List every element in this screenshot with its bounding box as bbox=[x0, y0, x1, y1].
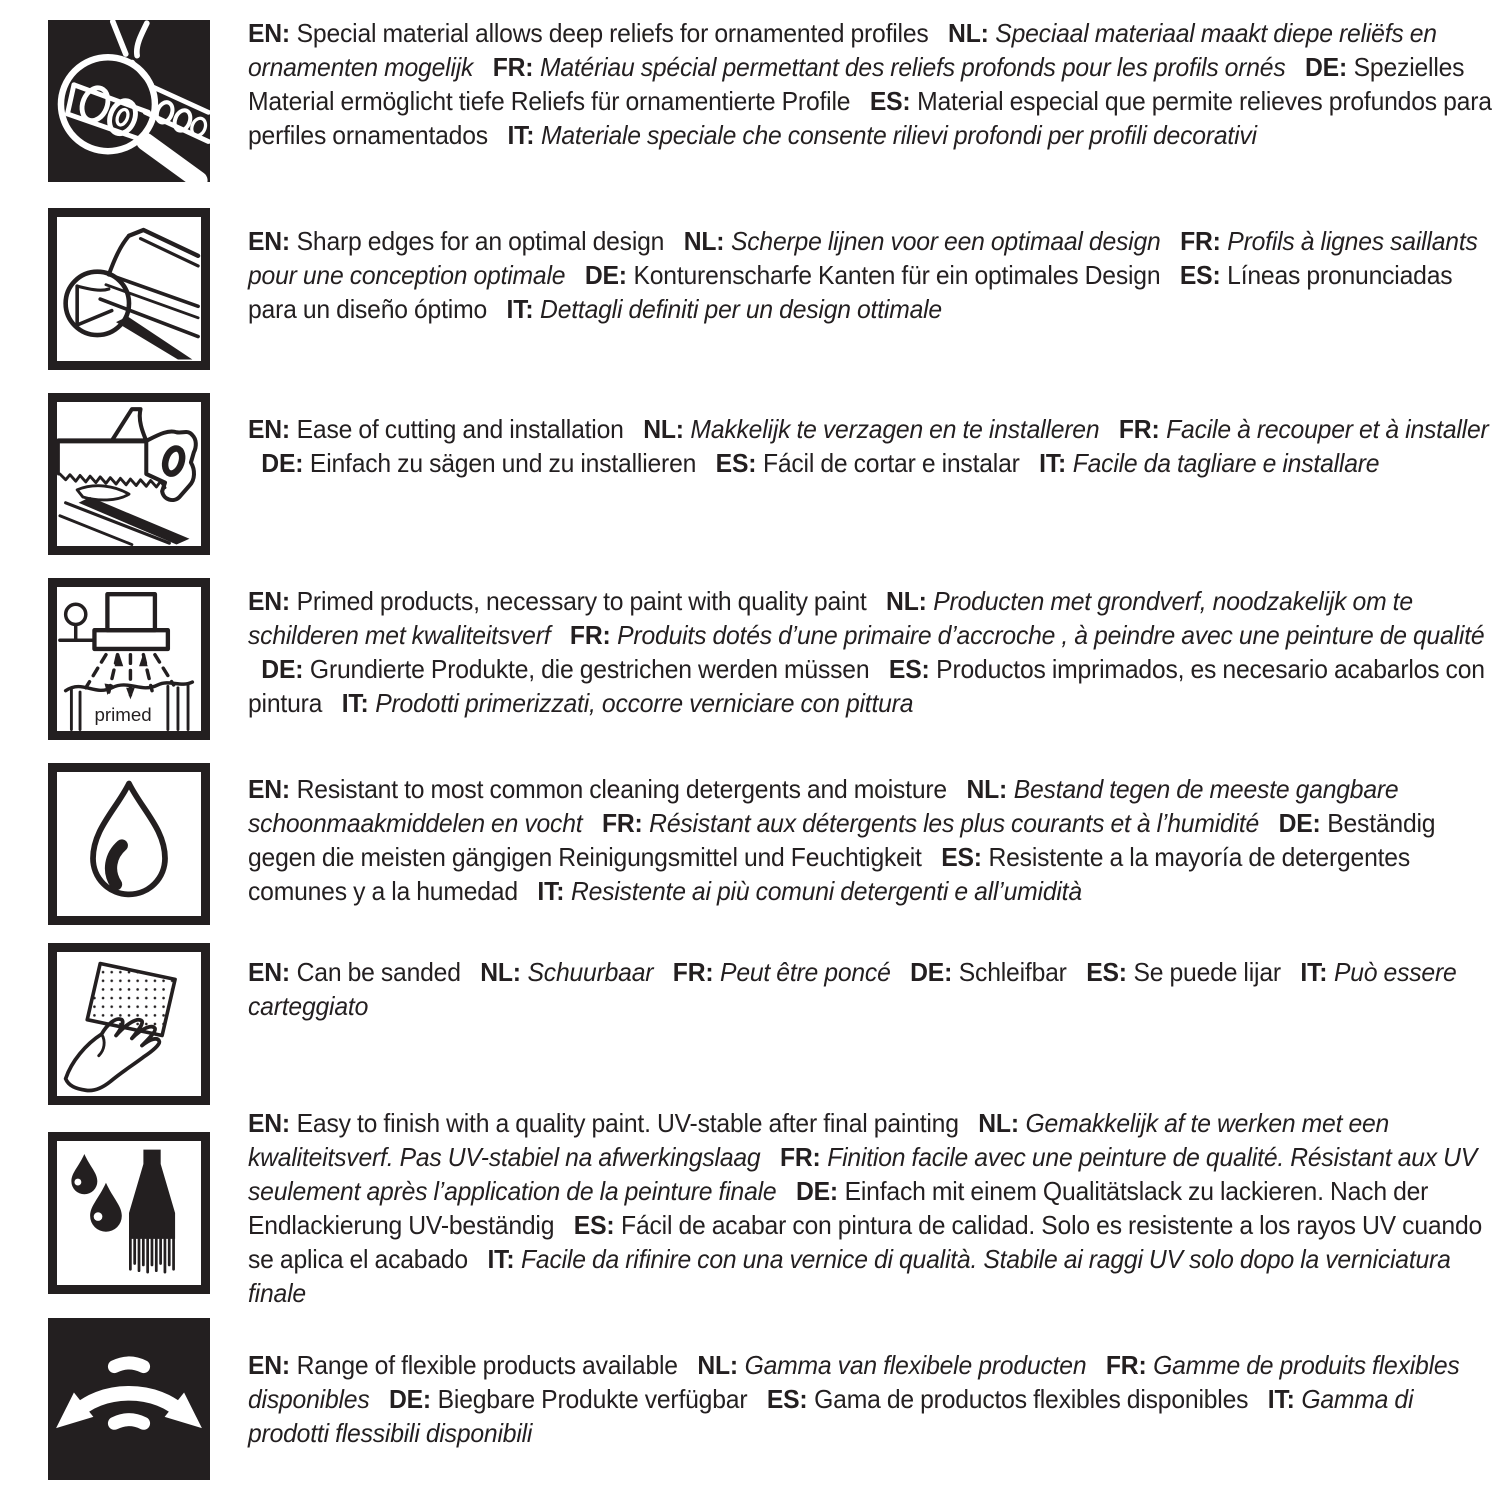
lang-text-fr: Facile à recouper et à installer bbox=[1166, 414, 1489, 444]
lang-text-fr: Résistant aux détergents les plus courants et à l’humidité bbox=[649, 808, 1260, 838]
lang-text-es: Productos imprimados, es necesario acabarlos con pintura bbox=[248, 654, 1485, 718]
lang-label-fr: FR: bbox=[779, 1142, 821, 1172]
lang-label-nl: NL: bbox=[643, 414, 684, 444]
lang-label-nl: NL: bbox=[697, 1350, 738, 1380]
lang-label-nl: NL: bbox=[683, 226, 725, 256]
lang-label-de: DE: bbox=[1278, 808, 1321, 838]
lang-text-nl: Schuurbaar bbox=[527, 957, 654, 987]
lang-text-nl: Makkelijk te verzagen en te installeren bbox=[690, 414, 1100, 444]
lang-label-es: ES: bbox=[941, 842, 982, 872]
lang-text-fr: Profils à lignes saillants pour une conception optimale bbox=[248, 226, 1478, 290]
lang-text-es: Material especial que permite relieves profundos para perfiles ornamentados bbox=[248, 86, 1492, 150]
lang-label-en: EN: bbox=[248, 414, 290, 444]
lang-label-es: ES: bbox=[888, 654, 930, 684]
lang-label-de: DE: bbox=[1305, 52, 1348, 82]
lang-text-it: Facile da rifinire con una vernice di qualità. Stabile ai raggi UV solo dopo la verniciatura finale bbox=[248, 1244, 1451, 1308]
lang-text-it: Dettagli definiti per un design ottimale bbox=[540, 294, 942, 324]
lang-text-en: Ease of cutting and installation bbox=[296, 414, 624, 444]
lang-text-de: Einfach mit einem Qualitätslack zu lackieren. Nach der Endlackierung UV-beständig bbox=[248, 1176, 1429, 1240]
lang-label-en: EN: bbox=[248, 774, 290, 804]
lang-label-it: IT: bbox=[506, 294, 534, 324]
primed-label: primed bbox=[94, 703, 152, 725]
lang-label-fr: FR: bbox=[1105, 1350, 1147, 1380]
lang-text-it: Resistente ai più comuni detergenti e all’umidità bbox=[570, 876, 1082, 906]
feature-text-flexible bbox=[248, 1348, 1494, 1450]
feature-text-easy-cutting bbox=[248, 412, 1494, 480]
lang-label-en: EN: bbox=[248, 586, 290, 616]
lang-text-nl: Bestand tegen de meeste gangbare schoonmaakmiddelen en vocht bbox=[248, 774, 1399, 838]
lang-label-es: ES: bbox=[1179, 260, 1221, 290]
lang-text-de: Grundierte Produkte, die gestrichen werden müssen bbox=[309, 654, 870, 684]
lang-text-nl: Gamma van flexibele producten bbox=[744, 1350, 1087, 1380]
lang-label-en: EN: bbox=[248, 18, 290, 48]
feature-text-deep-reliefs bbox=[248, 16, 1494, 152]
lang-text-it: Prodotti primerizzati, occorre verniciare con pittura bbox=[375, 688, 914, 718]
lang-label-nl: NL: bbox=[886, 586, 927, 616]
lang-text-nl: Gemakkelijk af te werken met een kwaliteitsverf. Pas UV-stabiel na afwerkingslaag bbox=[248, 1108, 1390, 1172]
magnifier-ornament-icon bbox=[48, 20, 210, 182]
lang-text-it: Facile da tagliare e installare bbox=[1072, 448, 1380, 478]
sanding-hand-icon bbox=[48, 943, 210, 1105]
lang-text-it: Gamma di prodotti flessibili disponibili bbox=[248, 1384, 1414, 1448]
lang-label-fr: FR: bbox=[569, 620, 611, 650]
lang-text-de: Beständig gegen die meisten gängigen Reinigungsmittel und Feuchtigkeit bbox=[248, 808, 1436, 872]
lang-label-de: DE: bbox=[795, 1176, 838, 1206]
lang-text-en: Can be sanded bbox=[296, 957, 461, 987]
lang-label-it: IT: bbox=[1267, 1384, 1295, 1414]
lang-label-nl: NL: bbox=[948, 18, 989, 48]
lang-text-es: Resistente a la mayoría de detergentes comunes y a la humedad bbox=[248, 842, 1411, 906]
lang-label-en: EN: bbox=[248, 957, 290, 987]
lang-text-fr: Peut être poncé bbox=[720, 957, 891, 987]
lang-text-it: Può essere carteggiato bbox=[248, 957, 1457, 1021]
lang-label-fr: FR: bbox=[672, 957, 714, 987]
lang-label-de: DE: bbox=[261, 448, 304, 478]
lang-text-en: Range of flexible products available bbox=[296, 1350, 678, 1380]
lang-text-fr: Produits dotés d’une primaire d’accroche , à peindre avec une peinture de qualité bbox=[617, 620, 1485, 650]
lang-text-en: Special material allows deep reliefs for ornamented profiles bbox=[296, 18, 929, 48]
lang-text-de: Konturenscharfe Kanten für ein optimales Design bbox=[633, 260, 1161, 290]
lang-label-it: IT: bbox=[537, 876, 565, 906]
flex-arrow-icon bbox=[48, 1318, 210, 1480]
lang-text-en: Easy to finish with a quality paint. UV-stable after final painting bbox=[296, 1108, 959, 1138]
lang-label-en: EN: bbox=[248, 1108, 290, 1138]
lang-label-es: ES: bbox=[766, 1384, 808, 1414]
lang-label-es: ES: bbox=[573, 1210, 615, 1240]
lang-text-en: Resistant to most common cleaning detergents and moisture bbox=[296, 774, 947, 804]
lang-text-es: Se puede lijar bbox=[1133, 957, 1281, 987]
lang-label-it: IT: bbox=[507, 120, 535, 150]
lang-text-fr: Matériau spécial permettant des reliefs profonds pour les profils ornés bbox=[539, 52, 1286, 82]
lang-label-nl: NL: bbox=[480, 957, 521, 987]
lang-text-nl: Producten met grondverf, noodzakelijk om te schilderen met kwaliteitsverf bbox=[248, 586, 1413, 650]
lang-text-en: Primed products, necessary to paint with quality paint bbox=[296, 586, 867, 616]
lang-label-es: ES: bbox=[1086, 957, 1127, 987]
lang-label-es: ES: bbox=[869, 86, 911, 116]
lang-label-nl: NL: bbox=[966, 774, 1008, 804]
lang-label-de: DE: bbox=[389, 1384, 431, 1414]
feature-text-resistant bbox=[248, 772, 1494, 908]
lang-label-es: ES: bbox=[715, 448, 757, 478]
lang-text-es: Gama de productos flexibles disponibles bbox=[814, 1384, 1249, 1414]
lang-text-es: Fácil de acabar con pintura de calidad. Solo es resistente a los rayos UV cuando se aplica el acabado bbox=[248, 1210, 1483, 1274]
feature-text-paintable bbox=[248, 1106, 1494, 1310]
lang-text-fr: Gamme de produits flexibles disponibles bbox=[248, 1350, 1460, 1414]
lang-label-de: DE: bbox=[261, 654, 304, 684]
lang-label-nl: NL: bbox=[978, 1108, 1019, 1138]
lang-text-es: Fácil de cortar e instalar bbox=[762, 448, 1020, 478]
lang-label-it: IT: bbox=[341, 688, 369, 718]
lang-label-it: IT: bbox=[1039, 448, 1067, 478]
water-droplet-icon bbox=[48, 763, 210, 925]
sharp-edge-profile-icon bbox=[48, 208, 210, 370]
lang-text-de: Spezielles Material ermöglicht tiefe Reliefs für ornamentierte Profile bbox=[248, 52, 1465, 116]
lang-label-fr: FR: bbox=[492, 52, 534, 82]
saw-cutting-icon bbox=[48, 393, 210, 555]
lang-label-en: EN: bbox=[248, 1350, 290, 1380]
lang-text-de: Biegbare Produkte verfügbar bbox=[437, 1384, 748, 1414]
lang-text-it: Materiale speciale che consente rilievi profondi per profili decorativi bbox=[540, 120, 1257, 150]
primer-spray-icon bbox=[48, 578, 210, 740]
lang-label-it: IT: bbox=[1300, 957, 1328, 987]
lang-label-de: DE: bbox=[584, 260, 627, 290]
lang-text-nl: Speciaal materiaal maakt diepe reliëfs en ornamenten mogelijk bbox=[248, 18, 1437, 82]
lang-text-nl: Scherpe lijnen voor een optimaal design bbox=[730, 226, 1161, 256]
lang-text-fr: Finition facile avec une peinture de qualité. Résistant aux UV seulement après l’application de la peinture finale bbox=[248, 1142, 1478, 1206]
lang-label-fr: FR: bbox=[1118, 414, 1160, 444]
paint-brush-drops-icon bbox=[48, 1132, 210, 1294]
feature-text-sharp-edges bbox=[248, 224, 1494, 326]
feature-text-sandable bbox=[248, 955, 1494, 1023]
lang-text-es: Líneas pronunciadas para un diseño óptimo bbox=[248, 260, 1453, 324]
lang-label-en: EN: bbox=[248, 226, 290, 256]
lang-text-en: Sharp edges for an optimal design bbox=[296, 226, 665, 256]
lang-label-fr: FR: bbox=[1180, 226, 1221, 256]
lang-text-de: Einfach zu sägen und zu installieren bbox=[309, 448, 697, 478]
lang-label-it: IT: bbox=[487, 1244, 515, 1274]
lang-label-de: DE: bbox=[910, 957, 953, 987]
lang-text-de: Schleifbar bbox=[958, 957, 1067, 987]
lang-label-fr: FR: bbox=[601, 808, 643, 838]
feature-text-primed bbox=[248, 584, 1494, 720]
